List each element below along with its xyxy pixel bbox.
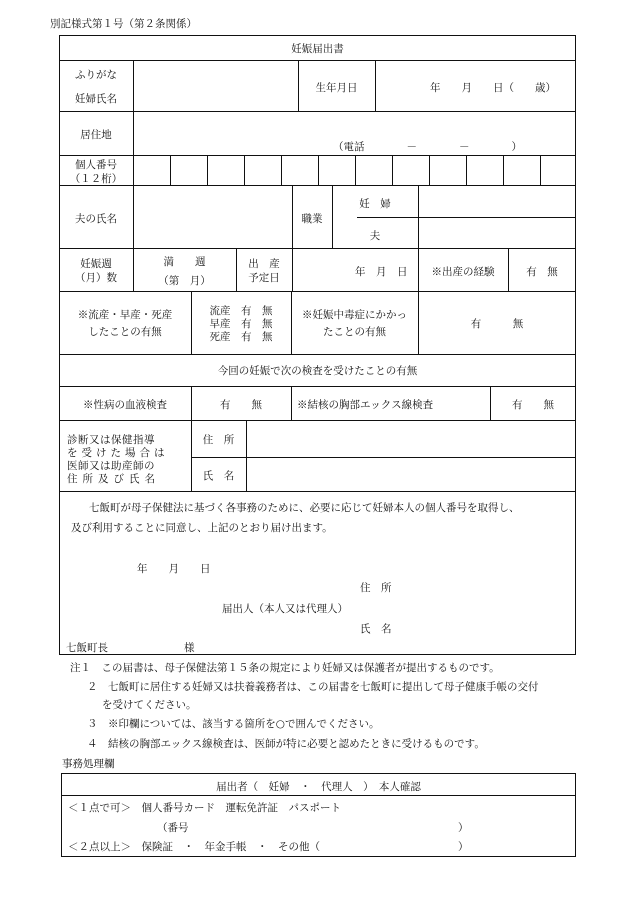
form-label: 別記様式第１号（第２条関係） — [50, 18, 197, 30]
toxemia-label-sub: たことの有無 — [323, 326, 386, 338]
doctor-name-input[interactable] — [247, 458, 574, 490]
note-2-cont: を受けてください。 — [102, 699, 197, 711]
doctor-name-label: 氏 名 — [202, 470, 235, 482]
misc-stillbirth-yn[interactable]: 死産 有 無 — [209, 331, 273, 343]
husband-label: 夫の氏名 — [75, 213, 117, 225]
address-input[interactable] — [134, 112, 574, 134]
office-number: （番号 — [157, 822, 189, 834]
miscarriage-label: ※流産・早産・死産 — [77, 309, 173, 321]
declaration-date: 年 月 日 — [137, 563, 211, 575]
furigana-label: ふりがな — [75, 69, 117, 81]
office-label: 事務処理欄 — [62, 758, 115, 770]
name-label: 妊婦氏名 — [75, 93, 117, 105]
declaration-submitter: 届出人（本人又は代理人） — [222, 603, 348, 615]
office-two-points-close: ） — [458, 841, 469, 853]
mayor-label: 七飯町長 — [66, 642, 108, 654]
doctor-label-3: 医師又は助産師の — [67, 460, 155, 472]
doctor-address-input[interactable] — [247, 421, 574, 456]
declaration-line1: 七飯町が母子保健法に基づく各事務のために、必要に応じて妊婦本人の個人番号を取得し、 — [89, 502, 520, 514]
mayor-sama: 様 — [184, 642, 195, 654]
note-3: ３ ※印欄については、該当する箇所を○で囲んでください。 — [87, 718, 380, 730]
declaration-name: 氏 名 — [360, 623, 392, 635]
form-title: 妊娠届出書 — [291, 43, 344, 55]
birthdate-fill: 年 月 日（ 歳） — [430, 82, 556, 94]
std-test-yn[interactable]: 有 無 — [220, 399, 262, 411]
declaration-address: 住 所 — [360, 582, 392, 594]
occupation-woman: 妊 婦 — [359, 198, 391, 210]
doctor-address-label: 住 所 — [202, 434, 235, 446]
occupation-husband: 夫 — [369, 230, 381, 242]
address-label: 居住地 — [80, 129, 112, 141]
due-fill: 年 月 日 — [355, 266, 408, 278]
occupation-label: 職業 — [301, 213, 323, 225]
due-label-sub: 予定日 — [248, 272, 280, 284]
misc-premature-yn[interactable]: 早産 有 無 — [209, 318, 273, 330]
birthdate-label: 生年月日 — [315, 82, 358, 94]
my-number-sub: （１２桁） — [69, 173, 123, 185]
weeks-label: 妊娠週 — [80, 258, 112, 270]
birth-exp-yn[interactable]: 有 無 — [526, 266, 558, 278]
doctor-label-1: 診断又は保健指導 — [67, 434, 155, 446]
tb-test-yn[interactable]: 有 無 — [512, 399, 554, 411]
note-4: ４ 結核の胸部エックス線検査は、医師が特に必要と認めたときに受けるものです。 — [87, 738, 485, 750]
exam-header: 今回の妊娠で次の検査を受けたことの有無 — [217, 365, 418, 377]
office-number-close: ） — [458, 822, 469, 834]
doctor-label-4: 住所及び氏名 — [67, 473, 160, 485]
full-weeks: 満 週 — [163, 256, 206, 268]
miscarriage-label-sub: したことの有無 — [88, 326, 162, 338]
std-test-label: ※性病の血液検査 — [83, 399, 167, 411]
office-confirm: 届出者（ 妊婦 ・ 代理人 ） 本人確認 — [216, 781, 421, 793]
phone-label: （電話 － － ） — [333, 141, 522, 153]
doctor-label-2: を受けた場合は — [67, 447, 169, 459]
birth-exp-label: ※出産の経験 — [431, 266, 495, 278]
tb-test-label: ※結核の胸部エックス線検査 — [297, 399, 434, 411]
note-2: ２ 七飯町に居住する妊婦又は扶養義務者は、この届書を七飯町に提出して母子健康手帳の交付 — [87, 681, 539, 693]
declaration-line2: 及び利用することに同意し、上記のとおり届け出ます。 — [71, 522, 333, 534]
office-one-point: ＜１点で可＞ 個人番号カード 運転免許証 パスポート — [68, 802, 341, 814]
full-weeks-sub: （第 月） — [158, 275, 211, 287]
note-1: 注１ この届書は、母子保健法第１５条の規定により妊婦又は保護者が提出するものです。 — [70, 662, 500, 674]
due-label: 出 産 — [248, 258, 280, 270]
toxemia-yn[interactable]: 有 無 — [470, 318, 524, 330]
toxemia-label: ※妊娠中毒症にかかっ — [302, 309, 407, 321]
misc-miscarriage-yn[interactable]: 流産 有 無 — [209, 305, 273, 317]
husband-name-input[interactable] — [134, 186, 291, 247]
office-two-points: ＜２点以上＞ 保険証 ・ 年金手帳 ・ その他（ — [68, 841, 320, 853]
weeks-label-sub: （月）数 — [75, 272, 117, 284]
my-number-label: 個人番号 — [75, 159, 117, 171]
name-input[interactable] — [134, 61, 297, 110]
